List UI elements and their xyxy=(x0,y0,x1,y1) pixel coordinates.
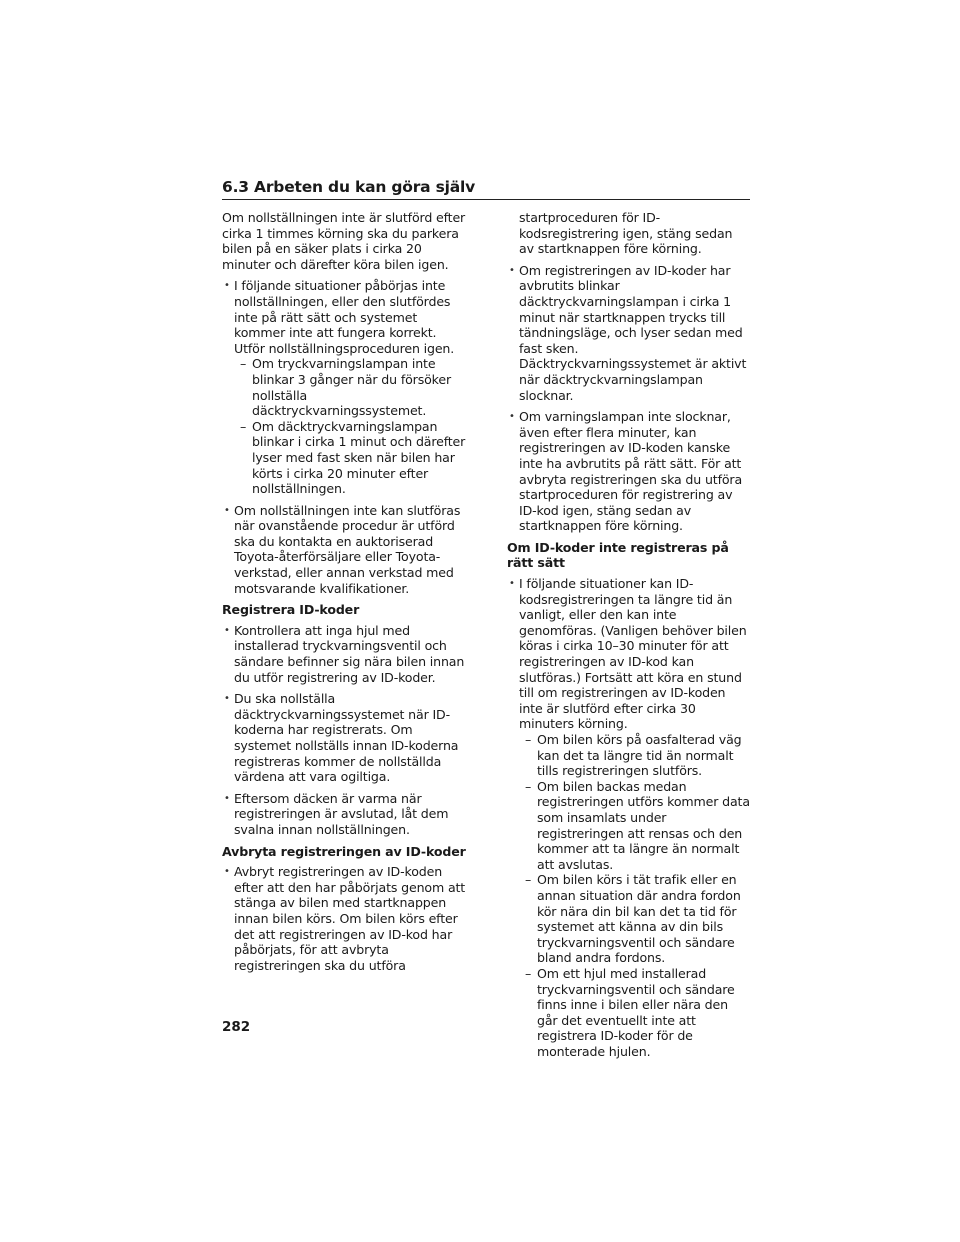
register-bullet-list xyxy=(222,623,466,838)
list-item xyxy=(222,278,466,496)
not-registered-bullet-list xyxy=(507,576,751,1059)
bullet-text: • I följande situationer kan ID-kodsregistreringen ta längre tid än vanligt, eller den kan inte genomföras. (Vanligen behöver bilen köras i cirka 10–30 minuter för att registreringen av ID-kod kan slutföras.) Fortsätt att köra en stund till om registreringen av ID-koden inte är slutförd efter cirka 30 minuters körning. xyxy=(519,576,747,732)
reset-bullet-list xyxy=(222,278,466,596)
heading-not-registered: Om ID-koder inte registreras på rätt sätt xyxy=(507,539,729,571)
list-item: • Om nollställningen inte kan slutföras när ovanstående procedur är utförd ska du kontakta en auktoriserad Toyota-återförsäljare eller Toyota-verkstad, eller annan verkstad med motsvarande kvalifikationer. xyxy=(222,503,466,597)
list-item: – Om ett hjul med installerad tryckvarningsventil och sändare finns inne i bilen eller nära den går det eventuellt inte att registrera ID-koder för de monterade hjulen. xyxy=(525,966,751,1060)
heading-register-id: Registrera ID-koder xyxy=(222,602,360,618)
continued-paragraph: startproceduren för ID-kodsregistrering igen, stäng sedan av startknappen före körning. xyxy=(519,210,733,257)
list-item: – Om däcktryckvarningslampan blinkar i cirka 1 minut och därefter lyser med fast sken när bilen har körts i cirka 20 minuter efter nollställningen. xyxy=(240,419,466,497)
right-column xyxy=(507,210,751,1065)
intro-paragraph: Om nollställningen inte är slutförd efter cirka 1 timmes körning ska du parkera bilen på en säker plats i cirka 20 minuter och därefter köra bilen igen. xyxy=(222,210,466,272)
section-header: 6.3 Arbeten du kan göra själv xyxy=(222,178,750,200)
list-item: • Avbryt registreringen av ID-koden efter att den har påbörjats genom att stänga av bilen med startknappen innan bilen körs. Om bilen körs efter det att registreringen av ID-kod har påbörjats, för att avbryta registreringen ska du utföra xyxy=(222,864,466,973)
dash-list xyxy=(234,356,466,496)
list-item: • Du ska nollställa däcktryckvarningssystemet när ID-koderna har registrerats. Om systemet nollställs innan ID-koderna registreras kommer de nollställda värdena att vara ogiltiga. xyxy=(222,691,466,785)
left-column xyxy=(222,210,466,979)
heading-abort-registration: Avbryta registreringen av ID-koder xyxy=(222,843,466,859)
abort-status-bullet-list xyxy=(507,263,751,534)
dash-list xyxy=(519,732,751,1059)
list-item: – Om bilen körs i tät trafik eller en annan situation där andra fordon kör nära din bil kan det ta tid för systemet att känna av din bils tryckvarningsventil och sändare bland andra fordons. xyxy=(525,872,751,966)
list-item: – Om bilen backas medan registreringen utförs kommer data som insamlats under registreringen att rensas och den kommer att ta längre än normalt att avslutas. xyxy=(525,779,751,873)
list-item: • Kontrollera att inga hjul med installerad tryckvarningsventil och sändare befinner sig nära bilen innan du utför registrering av ID-koder. xyxy=(222,623,466,685)
list-item: • Eftersom däcken är varma när registreringen är avslutad, låt dem svalna innan nollställningen. xyxy=(222,791,466,838)
abort-bullet-list xyxy=(222,864,466,973)
page-number: 282 xyxy=(222,1019,251,1035)
list-item: – Om tryckvarningslampan inte blinkar 3 gånger när du försöker nollställa däcktryckvarningssystemet. xyxy=(240,356,466,418)
list-item: – Om bilen körs på oasfalterad väg kan det ta längre tid än normalt tills registreringen slutförs. xyxy=(525,732,751,779)
list-item xyxy=(507,576,751,1059)
list-item: • Om registreringen av ID-koder har avbrutits blinkar däcktryckvarningslampan i cirka 1 minut när startknappen trycks till tändningsläge, och lyser sedan med fast sken. Däcktryckvarningssystemet är aktivt när däcktryckvarningslampan slocknar. xyxy=(507,263,751,403)
bullet-text: • I följande situationer påbörjas inte nollställningen, eller den slutfördes inte på rätt sätt och systemet kommer inte att fungera korrekt. Utför nollställningsproceduren igen. xyxy=(234,278,455,356)
list-item: • Om varningslampan inte slocknar, även efter flera minuter, kan registreringen av ID-koden kanske inte ha avbrutits på rätt sätt. För att avbryta registreringen ska du utföra startproceduren för registrering av ID-kod igen, stäng sedan av startknappen före körning. xyxy=(507,409,751,534)
